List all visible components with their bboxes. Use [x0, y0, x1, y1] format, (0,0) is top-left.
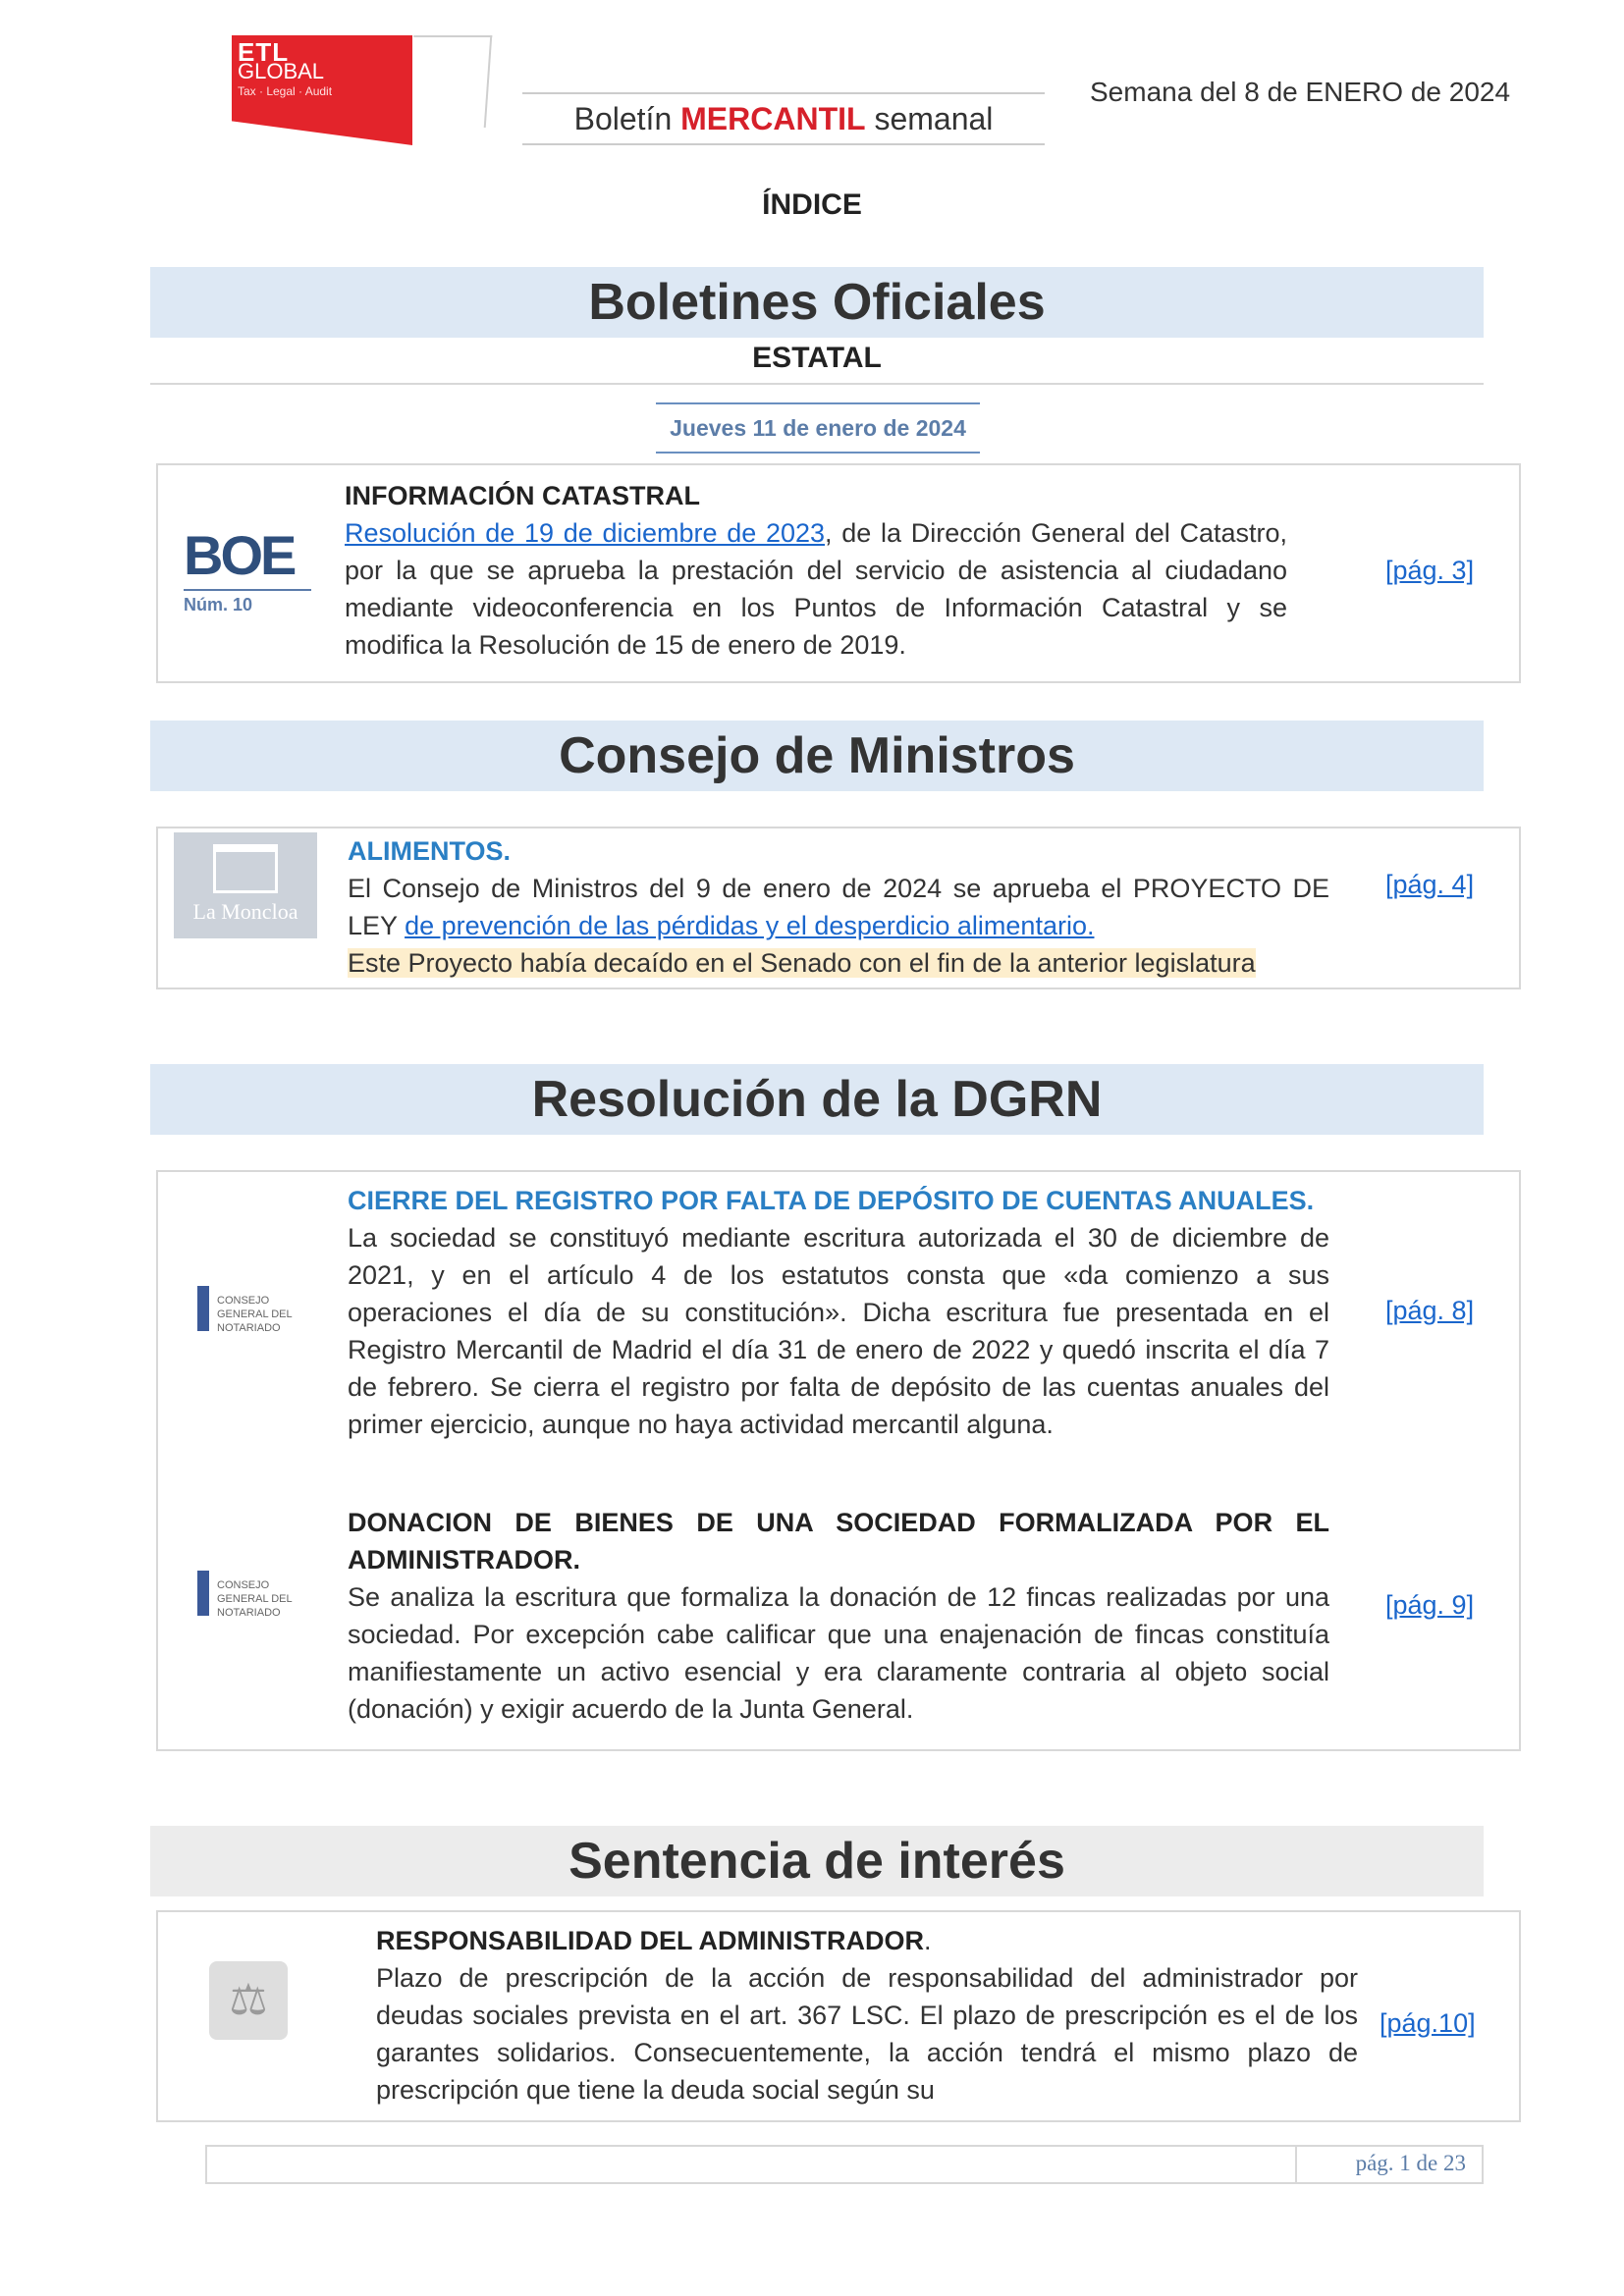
boe-entry-body — [345, 514, 1287, 664]
dgrn-entry-box — [156, 1170, 1521, 1751]
moncloa-icon-label: La Moncloa — [192, 899, 298, 924]
boe-issue-number: Núm. 10 — [184, 589, 311, 615]
logo-tagline: Tax · Legal · Audit — [238, 84, 333, 98]
boe-entry-description: , de la Dirección General del Catastro, por la que se aprueba la prestación del servicio de asistencia al ciudadano mediante videoconferencia en los Puntos de Información Catastral y se modifica la Resolución de 15 de enero de 2019. — [345, 518, 1287, 660]
boe-icon — [184, 524, 311, 616]
boe-entry-text — [345, 477, 1287, 664]
logo-global-text: GLOBAL — [238, 59, 325, 83]
subsection-estatal: ESTATAL — [150, 334, 1484, 385]
sentencia-entry-body: Plazo de prescripción de la acción de responsabilidad del administrador por deudas sociales prevista en el art. 367 LSC. El plazo de prescripción es el de los garantes solidarios. Consecuentemente, la acción tendrá el mismo plazo de prescripción que tiene la deuda social según su — [376, 1963, 1358, 2105]
logo-outline — [407, 35, 493, 128]
building-icon — [213, 844, 278, 893]
consejo-entry-note — [348, 944, 1329, 982]
page-link-4[interactable]: [pág. 4] — [1385, 870, 1475, 899]
section-title-boletines: Boletines Oficiales — [150, 267, 1484, 338]
boe-icon-word: BOE — [184, 524, 295, 586]
dgrn-entry-1-heading: CIERRE DEL REGISTRO POR FALTA DE DEPÓSITO DE CUENTAS ANUALES. — [348, 1186, 1315, 1215]
dgrn-entry-2-heading: DONACION DE BIENES DE UNA SOCIEDAD FORMALIZADA POR EL ADMINISTRADOR. — [348, 1508, 1329, 1575]
consejo-entry-text — [348, 832, 1329, 982]
highlighted-note: Este Proyecto había decaído en el Senado con el fin de la anterior legislatura — [348, 948, 1256, 978]
sentencia-heading-suffix: . — [924, 1926, 932, 1955]
bulletin-title-bold: MERCANTIL — [680, 101, 866, 136]
scale-glyph: ⚖ — [229, 1976, 268, 2024]
section-title-dgrn: Resolución de la DGRN — [150, 1064, 1484, 1135]
bulletin-title — [522, 92, 1045, 145]
footer-divider — [1295, 2147, 1297, 2182]
consejo-entry-body — [348, 870, 1329, 944]
sentencia-entry-heading: RESPONSABILIDAD DEL ADMINISTRADOR — [376, 1926, 925, 1955]
sentencia-entry-heading-line — [376, 1922, 1358, 1959]
etl-global-logo — [232, 35, 489, 145]
bulletin-title-pre: Boletín — [573, 101, 681, 136]
notariado-icon — [197, 1278, 299, 1341]
notariado-icon-label: CONSEJO GENERAL DEL NOTARIADO — [217, 1295, 293, 1334]
date-label: Jueves 11 de enero de 2024 — [656, 402, 980, 454]
page-footer — [205, 2145, 1484, 2184]
notariado-icon-label: CONSEJO GENERAL DEL NOTARIADO — [217, 1579, 293, 1619]
section-title-sentencia: Sentencia de interés — [150, 1826, 1484, 1896]
dgrn-entry-2-body: Se analiza la escritura que formaliza la donación de 12 fincas realizadas por una sociedad. Por excepción cabe calificar que una enajenación de fincas constituía manifiestamente un activo esencial y era claramente contraria al objeto social (donación) y exigir acuerdo de la Junta General. — [348, 1582, 1329, 1724]
moncloa-icon — [174, 832, 317, 938]
week-label: Semana del 8 de ENERO de 2024 — [1090, 77, 1511, 107]
proyecto-ley-link[interactable]: de prevención de las pérdidas y el desperdicio alimentario. — [405, 911, 1095, 940]
notariado-emblem — [197, 1286, 209, 1331]
page-link-3[interactable]: [pág. 3] — [1385, 556, 1475, 585]
sentencia-entry-text — [376, 1922, 1358, 2109]
page-link-8[interactable]: [pág. 8] — [1385, 1296, 1475, 1325]
page-link-10[interactable]: [pág.10] — [1380, 2008, 1476, 2038]
dgrn-entry-1-text — [348, 1182, 1329, 1443]
justice-scale-icon — [209, 1961, 288, 2040]
logo-etl-text: ETL — [238, 37, 290, 67]
boe-entry-heading: INFORMACIÓN CATASTRAL — [345, 481, 700, 510]
consejo-entry-heading: ALIMENTOS. — [348, 836, 512, 866]
notariado-icon — [197, 1563, 299, 1626]
consejo-entry-description: El Consejo de Ministros del 9 de enero de 2024 se aprueba el PROYECTO DE LEY — [348, 874, 1329, 940]
bulletin-title-post: semanal — [865, 101, 994, 136]
consejo-entry-box — [156, 827, 1521, 989]
dgrn-entry-2-text — [348, 1504, 1329, 1728]
dgrn-entry-1-body: La sociedad se constituyó mediante escritura autorizada el 30 de diciembre de 2021, y en el artículo 4 de los estatutos consta que «da comienzo a sus operaciones el día de su constitución». Dicha escritura fue presentada en el Registro Mercantil de Madrid el día 31 de enero de 2022 y quedó inscrita el día 7 de febrero. Se cierra el registro por falta de depósito de las cuentas anuales del primer ejercicio, aunque no haya actividad mercantil alguna. — [348, 1223, 1329, 1439]
index-heading: ÍNDICE — [762, 188, 862, 221]
boe-entry-box — [156, 463, 1521, 683]
page-number: pág. 1 de 23 — [1355, 2151, 1466, 2175]
sentencia-entry-box — [156, 1910, 1521, 2122]
section-title-consejo: Consejo de Ministros — [150, 721, 1484, 791]
boe-resolution-link[interactable]: Resolución de 19 de diciembre de 2023 — [345, 518, 826, 548]
page-link-9[interactable]: [pág. 9] — [1385, 1590, 1475, 1620]
notariado-emblem — [197, 1571, 209, 1616]
